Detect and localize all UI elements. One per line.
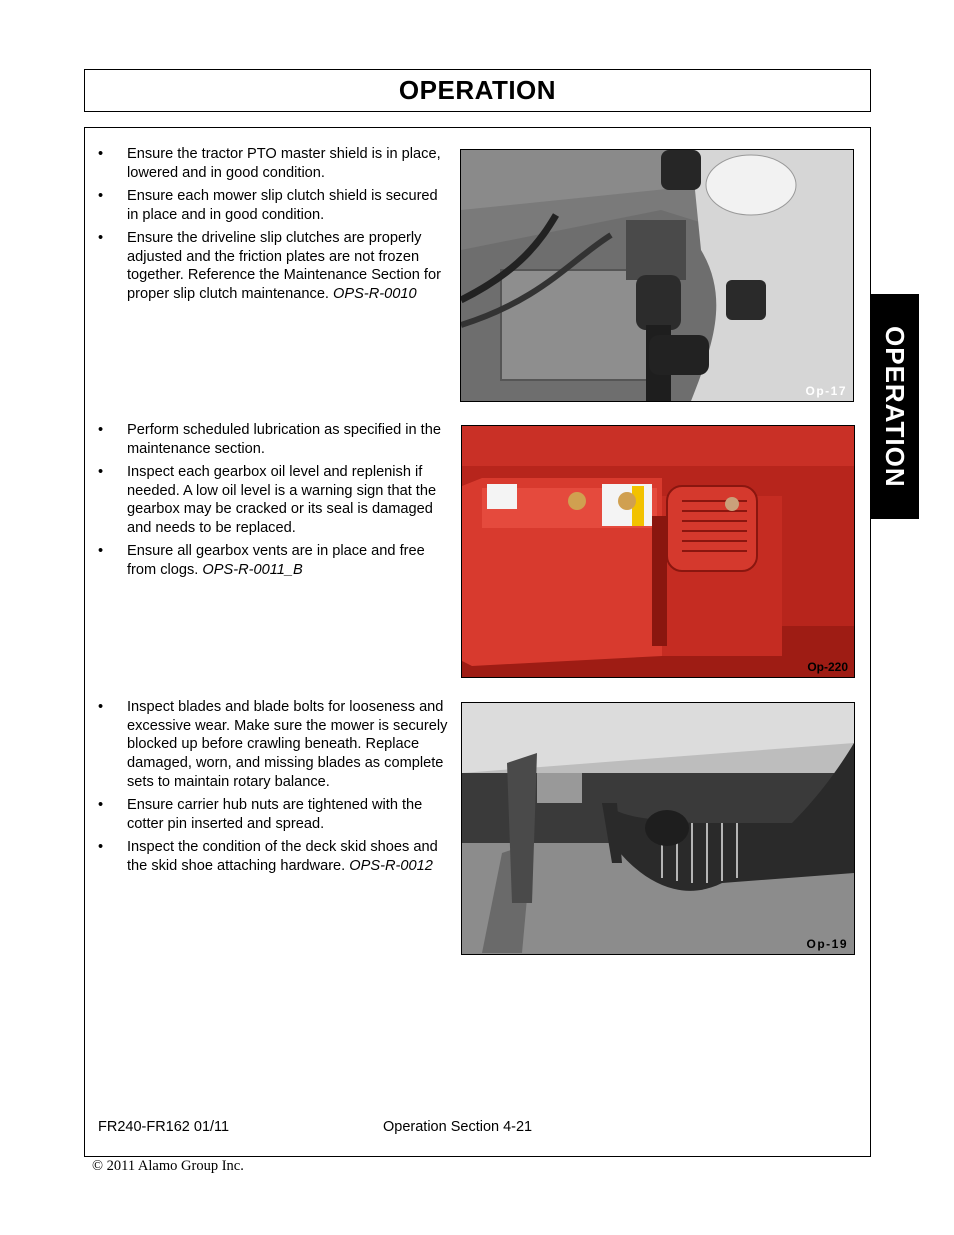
- reference-code: OPS-R-0012: [349, 857, 433, 874]
- photo-op-220: [461, 425, 855, 678]
- list-item: • Ensure the driveline slip clutches are properly adjusted and the friction plates are not frozen together. Reference the Maintenance Section for proper slip clutch maintenance. OPS-R-0010: [98, 229, 441, 302]
- bullet-list-blades: [98, 698, 448, 880]
- reference-code: OPS-R-0011_B: [202, 561, 303, 578]
- list-item: • Ensure each mower slip clutch shield is secured in place and in good condition.: [98, 187, 438, 223]
- list-item: • Ensure all gearbox vents are in place and free from clogs. OPS-R-0011_B: [98, 543, 425, 578]
- photo-op-17: [460, 149, 854, 402]
- list-item: • Ensure the tractor PTO master shield is in place, lowered and in good condition.: [98, 146, 441, 181]
- bullet-list-pto-shields: [98, 145, 448, 308]
- side-tab-label: OPERATION: [880, 325, 910, 488]
- list-item: • Inspect the condition of the deck skid shoes and the skid shoe attaching hardware. OPS-R-0012: [98, 838, 438, 874]
- list-item: • Inspect blades and blade bolts for looseness and excessive wear. Make sure the mower is securely blocked up before crawling beneath. Replace damaged, worn, and missing blades as complete sets to maintain rotary balance.: [98, 699, 448, 790]
- list-item: • Perform scheduled lubrication as specified in the maintenance section.: [98, 422, 441, 457]
- footer-page-number: Operation Section 4-21: [383, 1119, 533, 1135]
- page-header: [84, 69, 871, 112]
- image-label: Op-19: [806, 937, 848, 951]
- photo-op-19: [461, 702, 855, 955]
- bullet-list-lubrication: [98, 421, 448, 584]
- image-label: Op-220: [807, 660, 848, 674]
- reference-code: OPS-R-0010: [333, 285, 417, 302]
- list-item: • Ensure carrier hub nuts are tightened with the cotter pin inserted and spread.: [98, 797, 423, 832]
- section-side-tab: [870, 294, 919, 519]
- footer-model: FR240-FR162 01/11: [98, 1119, 230, 1135]
- page-title: OPERATION: [398, 75, 557, 105]
- image-label: Op-17: [805, 384, 847, 398]
- list-item: • Inspect each gearbox oil level and replenish if needed. A low oil level is a warning sign that the gearbox may be cracked or its seal is damaged and needs to be replaced.: [98, 463, 437, 537]
- copyright-notice: © 2011 Alamo Group Inc.: [92, 1158, 244, 1174]
